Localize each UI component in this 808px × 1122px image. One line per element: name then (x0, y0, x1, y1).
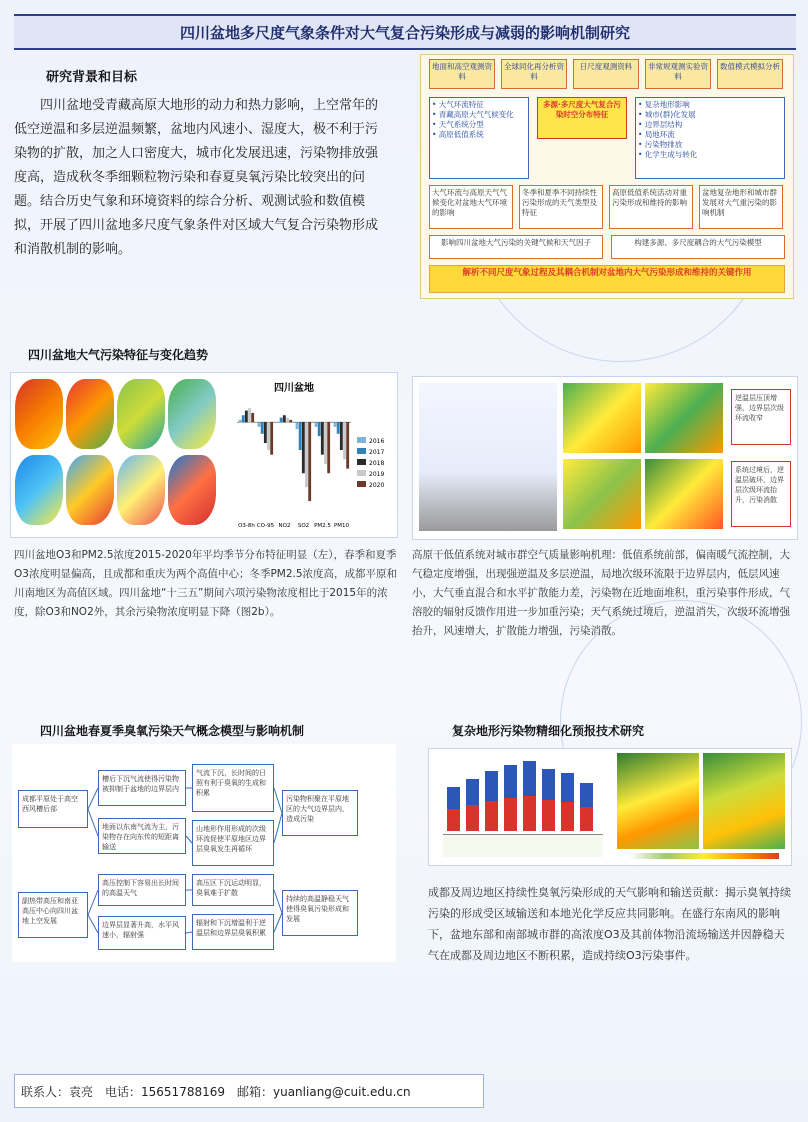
framework-data-source-box: 全球同化再分析资料 (501, 59, 567, 89)
cm-m3: 高压区下沉运动明显，臭氧难于扩散 (192, 874, 274, 906)
bar (283, 415, 286, 422)
forecast-bar (504, 765, 517, 831)
bar (337, 422, 340, 434)
ozone-flow-map-1 (617, 753, 699, 849)
x-tick-label: O3-8h (238, 523, 255, 529)
background-heading: 研究背景和目标 (46, 70, 138, 85)
framework-output-box: 影响四川盆地大气污染的关键气候和天气因子 (429, 235, 603, 259)
bar (296, 422, 299, 429)
cross-section-panels (563, 383, 725, 531)
bar (264, 422, 267, 443)
bar (289, 420, 292, 422)
forecast-line-panel (443, 834, 603, 857)
legend-swatch (357, 470, 366, 476)
x-tick-label: SO2 (297, 523, 310, 529)
framework-topic-box: 盆地复杂地形和城市群发展对大气重污染的影响机制 (699, 185, 783, 229)
x-tick-label: CO-95 (256, 523, 275, 529)
framework-conclusion: 解析不同尺度气象过程及其耦合机制对盆地内大气污染形成和维持的关键作用 (429, 265, 785, 293)
page-title: 四川盆地多尺度气象条件对大气复合污染形成与减弱的影响机制研究 (14, 14, 796, 50)
bar (302, 422, 305, 473)
bar (261, 422, 264, 434)
seasonal-map-panel (168, 379, 216, 449)
cm-left-1: 成都平原处于高空西风槽后部 (18, 790, 88, 828)
seasonal-map-panel (15, 379, 63, 449)
framework-right-list (635, 97, 785, 179)
bar (308, 422, 311, 501)
framework-right-item: • 城市(群)化发展 (638, 110, 696, 119)
bar (270, 422, 273, 454)
framework-right-item: • 污染物排放 (638, 140, 683, 149)
x-tick-label: PM10 (333, 523, 350, 529)
seasonal-map-panel (66, 455, 114, 525)
section2-caption: 四川盆地O3和PM2.5浓度2015-2020年平均季节分布特征明显（左），春季和夏季O3浓度明显偏高，且成都和重庆为两个高值中心；冬季PM2.5浓度高，成都平原和川南地区为高值区域。四川盆地“十三五”期间六项污染物浓度相比于2015年的浓度，除O3和NO2外，其余污染物浓度明显下降（图2b）。 (14, 549, 398, 618)
forecast-bar (542, 769, 555, 831)
mechanism-note-2: 系统过境后，逆温层破坏，边界层次级环流抬升，污染消散 (731, 461, 791, 527)
legend-label: 2017 (369, 449, 385, 456)
terrain-schematic (419, 383, 557, 531)
bar (327, 422, 330, 473)
contact-phone: 电话：15651788169 (105, 1084, 225, 1099)
bar (242, 415, 245, 422)
legend-swatch (357, 437, 366, 443)
cm-r2: 持续的高温静稳天气使得臭氧污染形成和发展 (282, 890, 358, 936)
ozone-colorbar (629, 853, 779, 859)
legend-label: 2020 (369, 482, 385, 489)
seasonal-map-panel (168, 455, 216, 525)
bar (346, 422, 349, 468)
framework-data-source-box: 非常规观测实验资料 (645, 59, 711, 89)
contact-person: 联系人：袁亮 (21, 1084, 94, 1099)
forecast-bar (561, 773, 574, 831)
legend-label: 2018 (369, 460, 385, 467)
forecast-bar (580, 783, 593, 831)
forecast-figure (428, 748, 792, 866)
seasonal-map-panel (15, 455, 63, 525)
bar (321, 422, 324, 454)
bar (324, 422, 327, 464)
framework-diagram (420, 54, 794, 299)
bar (305, 422, 308, 487)
bar (280, 418, 283, 423)
cm-left-2: 副热带高压和南亚高压中心向四川盆地上空发展 (18, 892, 88, 938)
seasonal-map-panel (117, 379, 165, 449)
x-tick-label: NO2 (278, 523, 291, 529)
framework-center: 多源·多尺度大气复合污染时空分布特征 (537, 97, 627, 139)
seasonal-map-panel (66, 379, 114, 449)
section5-heading: 复杂地形污染物精细化预报技术研究 (452, 724, 645, 738)
bar (239, 420, 242, 422)
bar (334, 422, 337, 427)
bar (248, 408, 251, 422)
section3-caption: 高原干低值系统对城市群空气质量影响机理：低值系统前部，偏南暖气流控制，大气稳定度增强，出现强逆温及多层逆温，局地次级环流限于边界层内，低层风速小，大气垂直混合和水平扩散能力差，污染物在近地面堆积，重污染事件形成，气溶胶的辐射反馈作用进一步加重污染；天气系统过境后，逆温消失，次级环流增强抬升，风速增大，扩散能力增强，污染消散。 (412, 549, 790, 637)
forecast-bar (485, 771, 498, 831)
framework-left-item: • 高原低值系统 (432, 130, 484, 139)
cm-c3: 高压控制下容易出长时间的高温天气 (98, 874, 186, 906)
chart-title: 四川盆地 (274, 383, 314, 394)
framework-data-source-box: 日尺度观测资料 (573, 59, 639, 89)
section2-heading: 四川盆地大气污染特征与变化趋势 (28, 348, 209, 362)
framework-data-source-box: 数值模式模拟分析 (717, 59, 783, 89)
legend-swatch (357, 481, 366, 487)
bar (318, 422, 321, 436)
framework-left-item: • 天气系统分型 (432, 120, 484, 129)
pollution-figure (10, 372, 398, 538)
x-tick-label: PM2.5 (314, 523, 331, 529)
bar (251, 413, 254, 422)
framework-output-box: 构建多源、多尺度耦合的大气污染模型 (611, 235, 785, 259)
cm-m2: 山地形作用形成的次级环流促使平原地区边界层臭氧发生再循环 (192, 820, 274, 866)
framework-right-item: • 化学生成与转化 (638, 150, 698, 159)
section4-heading: 四川盆地春夏季臭氧污染天气概念模型与影响机制 (40, 724, 305, 738)
framework-data-source-box: 地面和高空观测资料 (429, 59, 495, 89)
ozone-bar-line-chart (433, 753, 609, 861)
legend-label: 2019 (369, 471, 385, 478)
bar (258, 422, 261, 427)
bar (267, 422, 270, 450)
ozone-concept-model (12, 744, 396, 962)
framework-right-item: • 边界层结构 (638, 120, 683, 129)
bar (315, 422, 318, 427)
mechanism-figure (412, 376, 798, 540)
bar (340, 422, 343, 450)
cm-c4: 边界层显著升高，水平风速小，辐射强 (98, 916, 186, 950)
cm-c1: 槽后下沉气流使得污染物被抑制于盆地的边界层内 (98, 770, 186, 806)
framework-right-item: • 局地环流 (638, 130, 675, 139)
seasonal-map-panel (117, 455, 165, 525)
cm-r1: 污染物积聚在平原地区的大气边界层内，造成污染 (282, 790, 358, 836)
background-text: 四川盆地受青藏高原大地形的动力和热力影响，上空常年的低空逆温和多层逆温频繁，盆地内风速小、湿度大，极不利于污染物的扩散，加之人口密度大，城市化发展迅速，污染物排放强度高，造成秋冬季细颗粒物污染和春夏臭氧污染比较突出的问题。结合历史气象和环境资料的综合分析、观测试验和数值模拟，开展了四川盆地多尺度气象条件对区域大气复合污染物形成和消散机制的影响。 (14, 98, 379, 257)
framework-topic-box: 大气环流与高原天气气候变化对盆地大气环境的影响 (429, 185, 513, 229)
framework-right-item: • 复杂地形影响 (638, 100, 690, 109)
framework-left-item: • 大气环流特征 (432, 100, 484, 109)
framework-left-list (429, 97, 529, 179)
forecast-bar (447, 787, 460, 831)
bar (343, 422, 346, 459)
legend-label: 2016 (369, 438, 385, 445)
contact-bar (14, 1074, 484, 1108)
bar (245, 411, 248, 423)
ozone-flow-map-2 (703, 753, 785, 849)
forecast-bar (523, 761, 536, 831)
cm-m4: 辐射和下沉增温利于逆温层和边界层臭氧积累 (192, 914, 274, 950)
bar (277, 422, 280, 423)
mechanism-note-1: 逆温层压顶增强，边界层次级环流收窄 (731, 389, 791, 445)
framework-topic-box: 高原低值系统活动对重污染形成和维持的影响 (609, 185, 693, 229)
forecast-bar (466, 779, 479, 831)
pollutant-bar-chart (223, 377, 391, 533)
legend-swatch (357, 459, 366, 465)
bar (286, 418, 289, 423)
cm-m1: 气流下沉，长时间的日照有利于臭氧的生成和积累 (192, 764, 274, 812)
contact-email[interactable]: 邮箱：yuanliang@cuit.edu.cn (237, 1084, 411, 1099)
legend-swatch (357, 448, 366, 454)
framework-left-item: • 青藏高原大气气候变化 (432, 110, 514, 119)
cm-c2: 地面以东南气流为主，污染物存在向东传的短距离输送 (98, 818, 186, 854)
bar (299, 422, 302, 450)
framework-topic-box: 冬季和夏季不同持续性污染形成的天气类型及特征 (519, 185, 603, 229)
section5-caption: 成都及周边地区持续性臭氧污染形成的天气影响和输送贡献：揭示臭氧持续污染的形成受区域输送和本地光化学反应共同影响。在盛行东南风的影响下，盆地东部和南部城市群的高浓度O3及其前体物沿流场输送并因静稳天气在成都及周边地区不断积累，造成持续O3污染事件。 (428, 886, 791, 962)
